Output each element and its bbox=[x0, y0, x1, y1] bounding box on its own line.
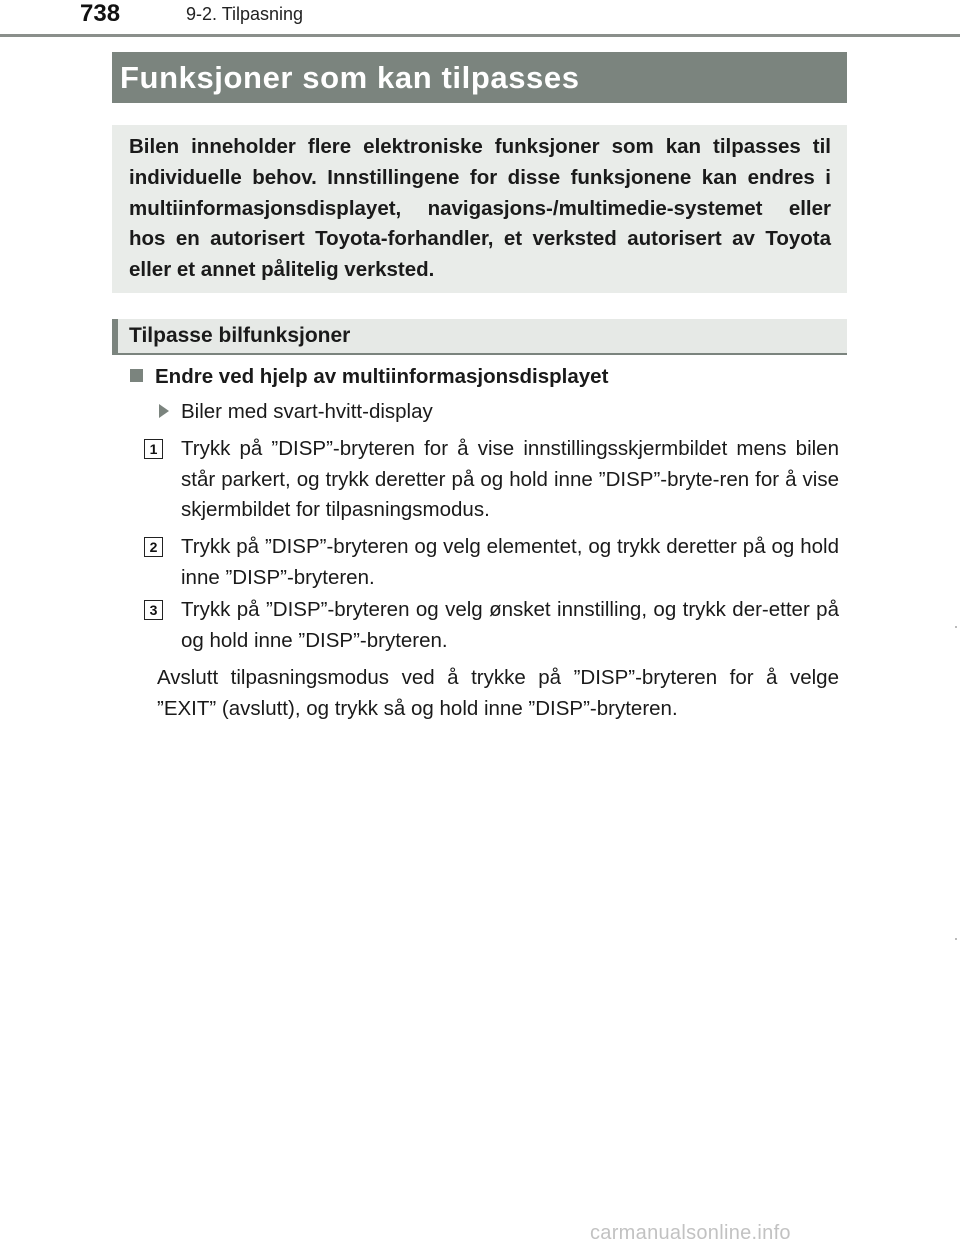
edge-mark bbox=[955, 938, 957, 940]
page-number: 738 bbox=[80, 0, 121, 27]
variant-text: Biler med svart-hvitt-display bbox=[181, 400, 433, 423]
header-rule bbox=[0, 34, 960, 37]
step-text: Trykk på ”DISP”-bryteren for å vise innstillingsskjermbildet mens bilen står parkert, og trykk deretter på og hold inne ”DISP”-bryte-ren for å vise skjermbildet for tilpasningsmodus. bbox=[181, 437, 839, 521]
section-heading: Tilpasse bilfunksjoner bbox=[129, 324, 351, 347]
square-bullet-icon bbox=[130, 369, 143, 382]
edge-mark bbox=[955, 626, 957, 628]
triangle-right-icon bbox=[159, 404, 169, 418]
watermark: carmanualsonline.info bbox=[590, 1222, 791, 1244]
closing-paragraph: Avslutt tilpasningsmodus ved å trykke på ”DISP”-bryteren for å velge ”EXIT” (avslutt), og trykk så og hold inne ”DISP”-bryteren. bbox=[157, 666, 839, 720]
sub-heading-text: Endre ved hjelp av multiinformasjonsdisplayet bbox=[155, 365, 609, 388]
title-bar bbox=[112, 52, 847, 103]
section-header bbox=[112, 319, 847, 355]
step-text: Trykk på ”DISP”-bryteren og velg ønsket innstilling, og trykk der-etter på og hold inne ”DISP”-bryteren. bbox=[181, 598, 839, 652]
intro-box: Bilen inneholder flere elektroniske funksjoner som kan tilpasses til individuelle behov. Innstillingene for disse funksjonene kan endres i multiinformasjonsdisplayet, navigasjons-/multimedie-systemet eller hos en autorisert Toyota-forhandler, et verksted autorisert av Toyota eller et annet pålitelig verksted. bbox=[112, 125, 847, 293]
chapter-header: 9-2. Tilpasning bbox=[186, 4, 304, 24]
step-number-box: 1 bbox=[144, 439, 163, 459]
step-text: Trykk på ”DISP”-bryteren og velg elementet, og trykk deretter på og hold inne ”DISP”-bryteren. bbox=[181, 535, 839, 589]
step-number-box: 3 bbox=[144, 600, 163, 620]
sub-heading bbox=[130, 365, 608, 389]
step-number-box: 2 bbox=[144, 537, 163, 557]
variant-line bbox=[159, 400, 433, 424]
page-title: Funksjoner som kan tilpasses bbox=[120, 59, 580, 95]
